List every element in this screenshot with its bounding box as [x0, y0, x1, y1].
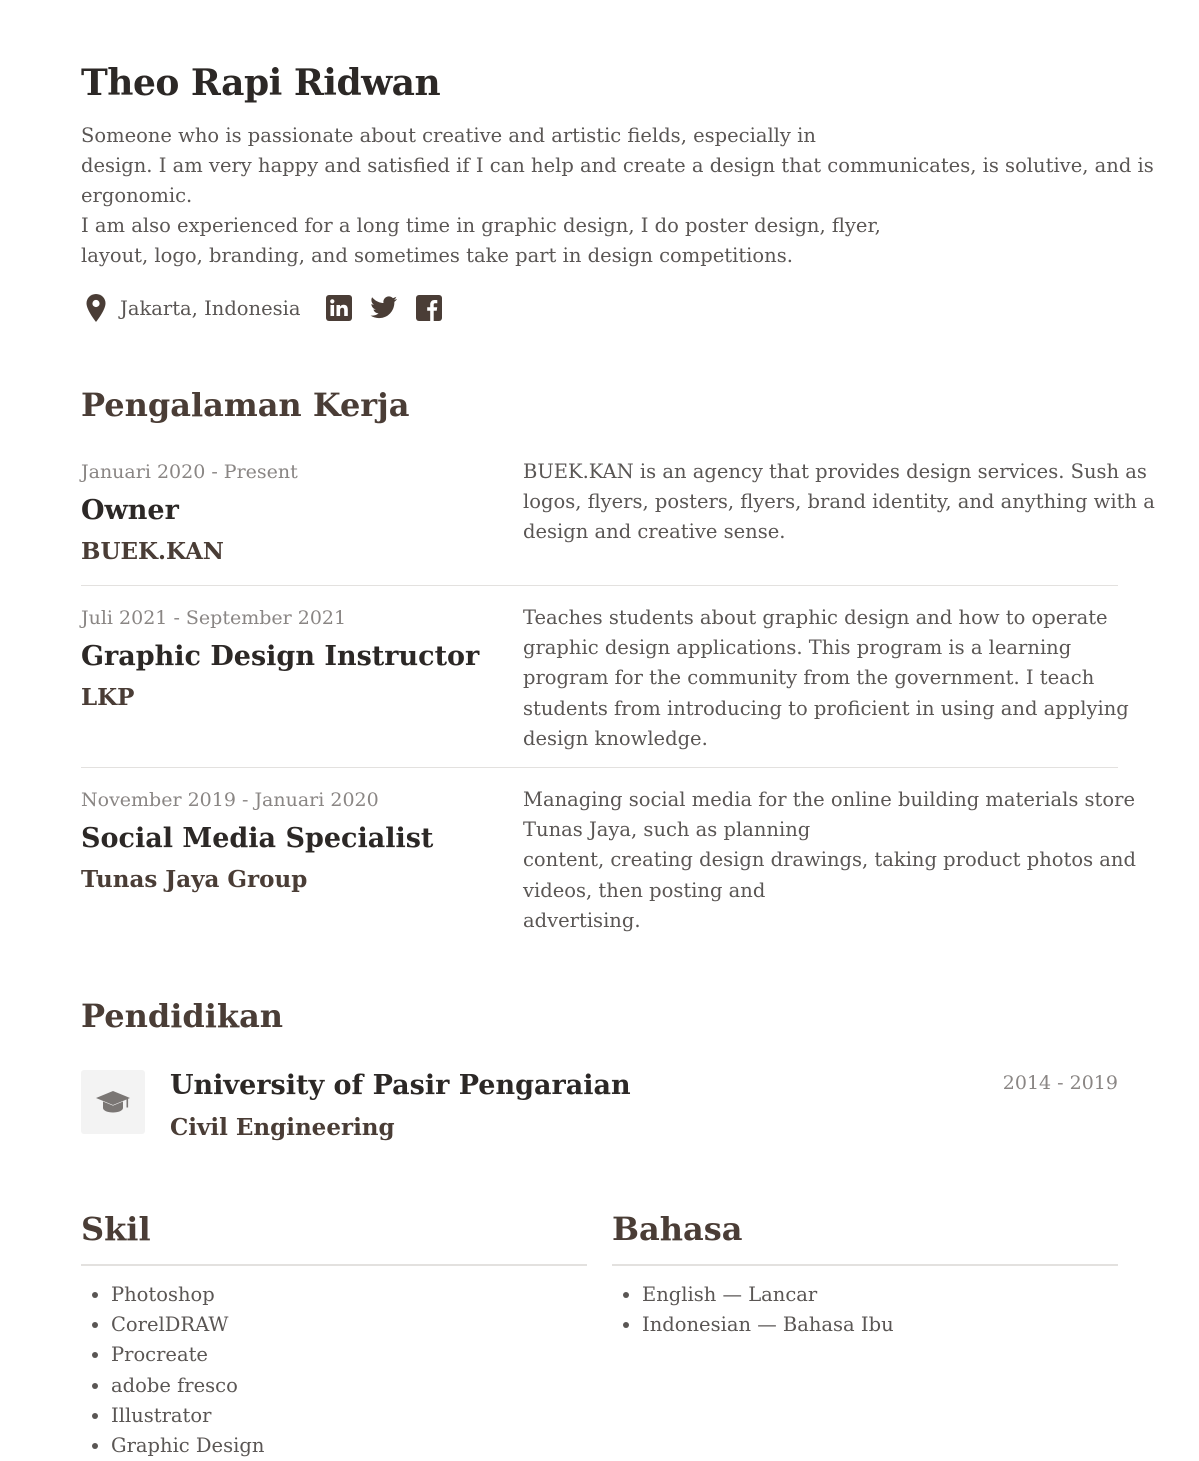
- language-item: • English — Lancar: [642, 1280, 1118, 1310]
- skills-section: [81, 1210, 587, 1461]
- job-meta: [81, 461, 511, 565]
- skill-item: • Graphic Design: [111, 1431, 587, 1461]
- education-major: Civil Engineering: [170, 1114, 395, 1141]
- bio-line: ergonomic.: [81, 184, 193, 207]
- skills-rule: [81, 1264, 587, 1266]
- education-entry: [81, 1070, 1118, 1150]
- job-description-line: content, creating design drawings, taking product photos and: [523, 848, 1136, 872]
- languages-list: [612, 1280, 1118, 1340]
- education-school: University of Pasir Pengaraian: [170, 1070, 631, 1101]
- linkedin-icon[interactable]: [325, 294, 353, 322]
- job-description-line: Teaches students about graphic design and how to operate: [523, 606, 1108, 629]
- graduation-cap-icon: [81, 1070, 145, 1134]
- skill-item: • CorelDRAW: [111, 1310, 587, 1340]
- job-title: Social Media Specialist: [81, 823, 434, 854]
- skill-item: • Procreate: [111, 1340, 587, 1370]
- bio-line: I am also experienced for a long time in graphic design, I do poster design, flyer,: [81, 214, 881, 237]
- job-company: Tunas Jaya Group: [81, 866, 308, 893]
- job-description-line: BUEK.KAN is an agency that provides design services. Sush as: [523, 460, 1147, 483]
- languages-rule: [612, 1264, 1118, 1266]
- job-divider: [81, 767, 1118, 768]
- contact-row: [81, 290, 460, 326]
- job-title: Graphic Design Instructor: [81, 641, 480, 672]
- job-date: Juli 2021 - September 2021: [81, 607, 347, 629]
- languages-heading: Bahasa: [612, 1210, 743, 1248]
- languages-section: [612, 1210, 1118, 1340]
- job-divider: [81, 585, 1118, 586]
- job-date: November 2019 - Januari 2020: [81, 789, 379, 811]
- job-description: [523, 785, 1136, 936]
- profile-bio: [81, 121, 1154, 271]
- job-title: Owner: [81, 495, 179, 526]
- job-description-line: graphic design applications. This program is a learning: [523, 636, 1072, 660]
- education-years: 2014 - 2019: [1002, 1072, 1118, 1094]
- job-description: [523, 457, 1155, 548]
- profile-name: Theo Rapi Ridwan: [81, 62, 441, 104]
- job-description-line: advertising.: [523, 908, 641, 932]
- skill-item: • Illustrator: [111, 1401, 587, 1431]
- skill-item: • Photoshop: [111, 1280, 587, 1310]
- job-meta: [81, 607, 511, 711]
- job-description-line: design knowledge.: [523, 726, 708, 750]
- map-pin-icon: [81, 291, 111, 325]
- facebook-icon[interactable]: [415, 294, 443, 322]
- language-item: • Indonesian — Bahasa Ibu: [642, 1310, 1118, 1340]
- bio-line: design. I am very happy and satisfied if I can help and create a design that communicates, is solutive, and is: [81, 154, 1154, 177]
- skills-heading: Skil: [81, 1210, 151, 1248]
- job-description-line: videos, then posting and: [523, 878, 766, 902]
- job-description-line: logos, flyers, posters, flyers, brand identity, and anything with a: [523, 490, 1155, 514]
- job-description-line: Tunas Jaya, such as planning: [523, 818, 811, 842]
- bio-line: layout, logo, branding, and sometimes take part in design competitions.: [81, 244, 793, 267]
- bio-line: Someone who is passionate about creative and artistic fields, especially in: [81, 124, 816, 147]
- twitter-icon[interactable]: [370, 294, 398, 322]
- job-description-line: program for the community from the government. I teach: [523, 666, 1095, 690]
- location-text: Jakarta, Indonesia: [120, 296, 301, 320]
- experience-heading: Pengalaman Kerja: [81, 386, 410, 424]
- job-description: [523, 603, 1129, 754]
- skill-item: • adobe fresco: [111, 1371, 587, 1401]
- job-description-line: students from introducing to proficient in using and applying: [523, 696, 1129, 720]
- education-heading: Pendidikan: [81, 997, 284, 1035]
- job-company: LKP: [81, 684, 135, 711]
- job-description-line: Managing social media for the online building materials store: [523, 788, 1135, 811]
- job-description-line: design and creative sense.: [523, 520, 786, 544]
- job-date: Januari 2020 - Present: [81, 461, 298, 483]
- job-company: BUEK.KAN: [81, 538, 224, 565]
- job-meta: [81, 789, 511, 893]
- skills-list: [81, 1280, 587, 1461]
